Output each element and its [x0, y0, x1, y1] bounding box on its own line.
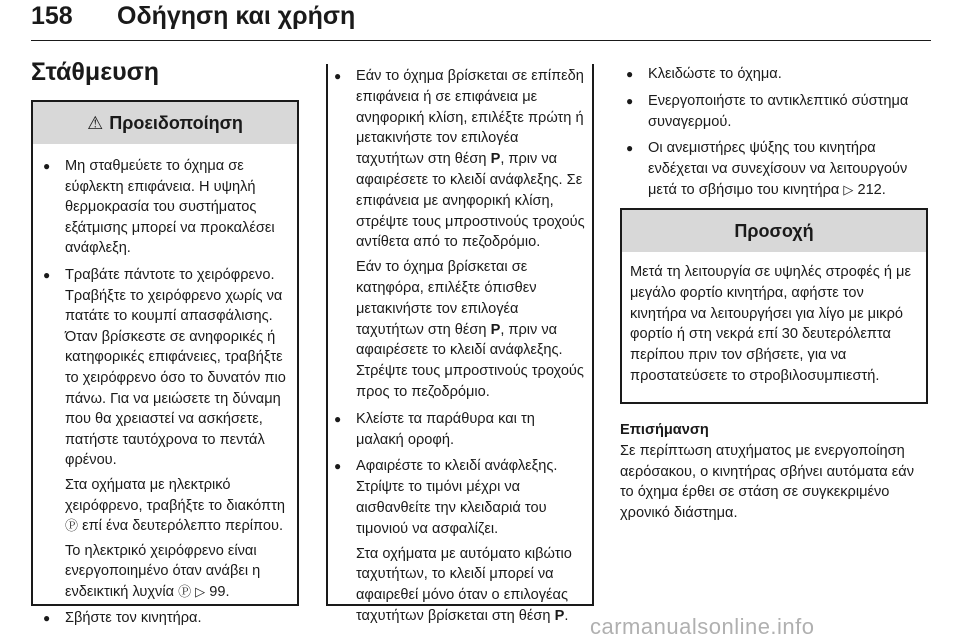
- warning-triangle-icon: ⚠: [87, 112, 104, 133]
- warning-box-content: [33, 144, 297, 629]
- note-title: Επισήμανση: [620, 422, 709, 438]
- list-item: ● Αφαιρέστε το κλειδί ανάφλεξης. Στρίψτε το τιμόνι μέχρι να αισθανθείτε την κλειδαριά του τιμονιού να ασφαλίζει. Στα οχήματα με αυτόματο κιβώτιο ταχυτήτων, το κλειδί μπορεί να αφαιρεθεί μόνο όταν ο επιλογέας ταχυτήτων βρίσκεται στη θέση P.: [328, 456, 586, 626]
- right-column: [620, 64, 928, 207]
- parking-brake-lamp-icon: Ⓟ: [178, 583, 192, 599]
- list-item: ● Μη σταθμεύετε το όχημα σε εύφλεκτη επιφάνεια. Η υψηλή θερμοκρασία του συστήματος εξάτμισης μπορεί να προκαλέσει ανάφλεξη.: [37, 156, 289, 259]
- middle-column: [328, 66, 586, 633]
- page-reference-icon: ▷: [843, 181, 854, 197]
- list-item: ● Εάν το όχημα βρίσκεται σε επίπεδη επιφάνεια ή σε επιφάνεια με ανηφορική κλίση, επιλέξτε πρώτη ή μετακινήστε τον επιλογέα ταχυτήτων στη θέση P, πριν να αφαιρέσετε το κλειδί ανάφλεξης. Σε επιφάνεια με ανηφορική κλίση, στρέψτε τους μπροστινούς τροχούς αντίθετα από το πεζοδρόμιο. Εάν το όχημα βρίσκεται σε κατηφόρα, επιλέξτε όπισθεν μετακινήστε τον επιλογέα ταχυτήτων στη θέση P, πριν να αφαιρέσετε το κλειδί ανάφλεξης. Στρέψτε τους μπροστινούς τροχούς προς το πεζοδρόμιο.: [328, 66, 586, 403]
- caution-box-header: [622, 208, 926, 252]
- chapter-title: Οδήγηση και χρήση: [117, 2, 356, 30]
- list-item: ● Σβήστε τον κινητήρα.: [37, 608, 289, 629]
- list-item: ● Ενεργοποιήστε το αντικλεπτικό σύστημα συναγερμού.: [620, 91, 928, 133]
- caution-box: [620, 208, 928, 404]
- parking-brake-icon: Ⓟ: [65, 518, 79, 534]
- page-reference-icon: ▷: [195, 583, 206, 599]
- warning-box-title: Προειδοποίηση: [109, 112, 243, 133]
- header-rule: [31, 40, 931, 41]
- page-number: 158: [31, 2, 73, 30]
- warning-box: [31, 100, 299, 627]
- caution-box-text: Μετά τη λειτουργία σε υψηλές στροφές ή με μεγάλο φορτίο κινητήρα, αφήστε τον κινητήρα να λειτουργήσει για λίγο με μικρό φορτίο ή στη νεκρά επί 30 δευτερόλεπτα περίπου πριν τον σβήσετε, για να προστατεύσετε το στροβιλοσυμπιεστή.: [630, 264, 911, 384]
- list-item: ● Κλείστε τα παράθυρα και τη μαλακή οροφή.: [328, 409, 586, 451]
- page-header: [31, 2, 931, 32]
- watermark: carmanualsonline.info: [590, 614, 815, 639]
- note-text: Σε περίπτωση ατυχήματος με ενεργοποίηση αερόσακου, ο κινητήρας σβήνει αυτόματα εάν το όχημα έρθει σε στάση σε συγκεκριμένο χρονικό διάστημα.: [620, 442, 915, 522]
- list-item: ● Τραβάτε πάντοτε το χειρόφρενο. Τραβήξτε το χειρόφρενο χωρίς να πατάτε το κουμπί απασφάλισης. Όταν βρίσκεστε σε ανηφορικές ή κατηφορικές επιφάνειες, τραβήξτε το χειρόφρενο όσο το δυνατόν πιο πάνω. Για να μειώσετε τη δύναμη που θα χρειαστεί να ασκήσετε, πατήστε ταυτόχρονα το πεντάλ φρένου. Στα οχήματα με ηλεκτρικό χειρόφρενο, τραβήξτε το διακόπτη Ⓟ επί ένα δευτερόλεπτο περίπου. Το ηλεκτρικό χειρόφρενο είναι ενεργοποιημένο όταν ανάβει η ενδεικτική λυχνία Ⓟ ▷ 99.: [37, 265, 289, 603]
- list-item: ● Κλειδώστε το όχημα.: [620, 64, 928, 85]
- warning-box-header: [33, 100, 297, 144]
- caution-box-title: Προσοχή: [734, 220, 814, 241]
- note: [620, 420, 928, 524]
- list-item: ● Οι ανεμιστήρες ψύξης του κινητήρα ενδέχεται να συνεχίσουν να λειτουργούν μετά το σβήσιμο του κινητήρα ▷ 212.: [620, 138, 928, 200]
- section-title: Στάθμευση: [31, 58, 160, 86]
